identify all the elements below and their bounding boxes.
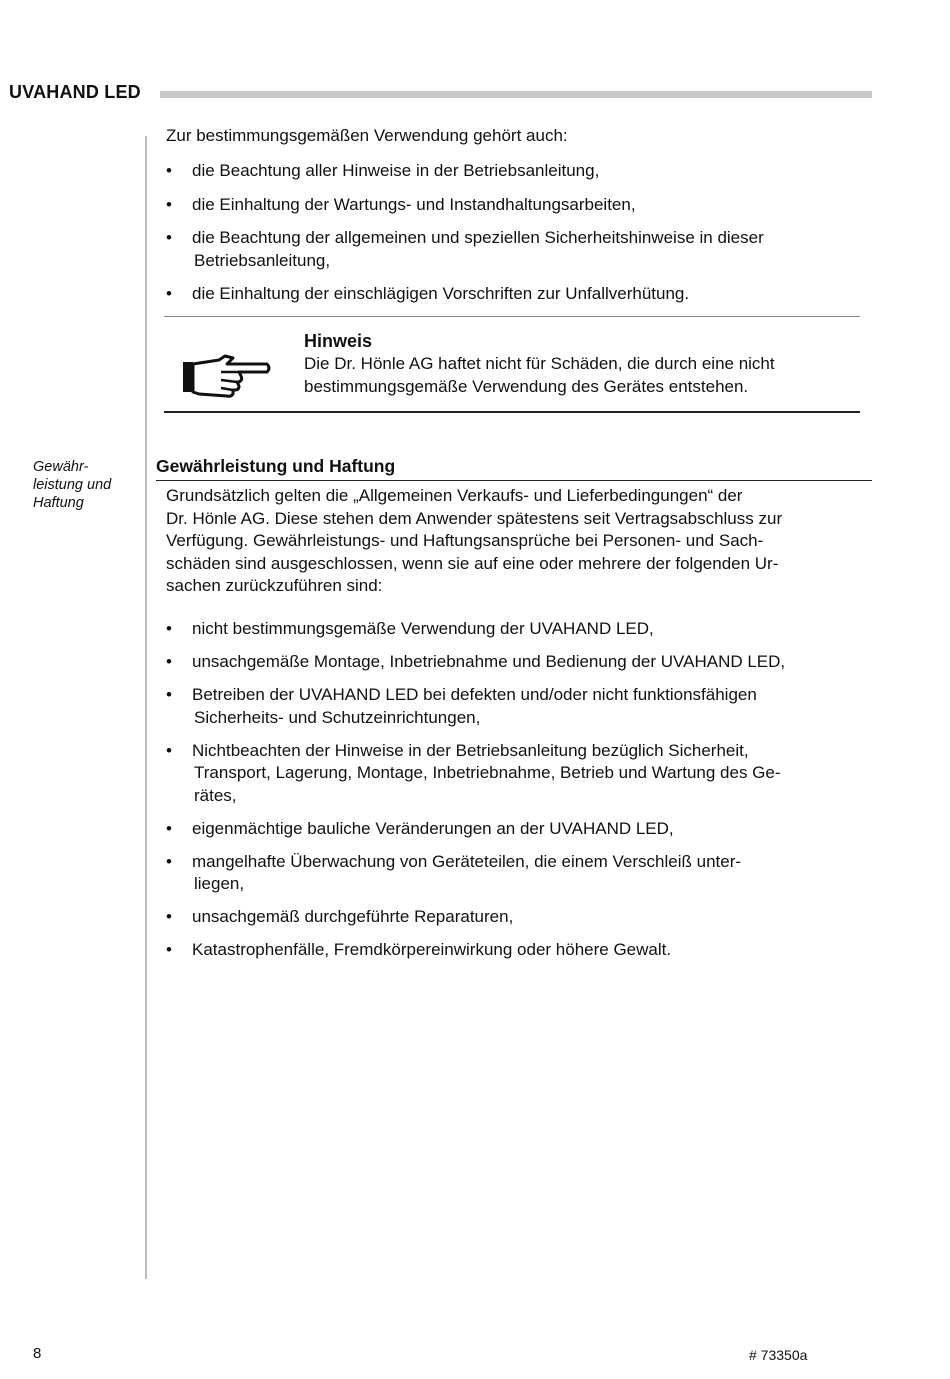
bullet: • [166, 161, 172, 180]
margin-rule [145, 136, 147, 1279]
bullet: • [166, 685, 172, 704]
list-item: • die Einhaltung der Wartungs- und Instandhaltungsarbeiten, [166, 194, 764, 217]
document-number: # 73350a [749, 1347, 808, 1363]
section-rule [156, 480, 872, 481]
bullet: • [166, 619, 172, 638]
header-title: UVAHAND LED [9, 82, 141, 102]
page-number: 8 [33, 1345, 42, 1362]
note-bottom-rule [164, 411, 860, 413]
header-bar [160, 91, 872, 98]
list-item: • mangelhafte Überwachung von Geräteteilen, die einem Verschleiß unter- liegen, [166, 851, 742, 893]
list-item: • unsachgemäße Montage, Inbetriebnahme und Bedienung der UVAHAND LED, [166, 651, 785, 674]
bullet: • [166, 907, 172, 926]
bullet: • [166, 194, 172, 214]
list-item: • Katastrophenfälle, Fremdkörpereinwirkung oder höhere Gewalt. [166, 939, 785, 962]
intro-lead: Zur bestimmungsgemäßen Verwendung gehört auch: [166, 126, 568, 145]
list-item: • nicht bestimmungsgemäße Verwendung der UVAHAND LED, [166, 618, 785, 641]
liability-list [166, 618, 785, 972]
list-item: • die Beachtung aller Hinweise in der Betriebsanleitung, [166, 160, 764, 183]
list-item: • eigenmächtige bauliche Veränderungen an der UVAHAND LED, [166, 818, 785, 841]
bullet: • [166, 652, 172, 671]
bullet: • [166, 851, 172, 871]
note-title: Hinweis [304, 331, 373, 351]
list-item: • die Beachtung der allgemeinen und speziellen Sicherheitshinweise in dieser Betriebsanleitung, [166, 228, 764, 270]
bullet: • [166, 940, 172, 959]
bullet: • [166, 740, 172, 760]
pointing-hand-icon [181, 352, 271, 398]
list-item: • Nichtbeachten der Hinweise in der Betriebsanleitung bezüglich Sicherheit, Transport, Lagerung, Montage, Inbetriebnahme, Betrieb und Wartung des Ge- rätes, [166, 740, 781, 805]
bullet: • [166, 818, 172, 838]
list-item: • unsachgemäß durchgeführte Reparaturen, [166, 906, 785, 929]
note-top-rule [164, 316, 860, 317]
section-paragraph: Grundsätzlich gelten die „Allgemeinen Verkaufs- und Lieferbedingungen“ der Dr. Hönle AG. Diese stehen dem Anwender spätestens seit Vertragsabschluss zur Verfügung. Gewährleistungs- und Haftungsansprüche bei Personen- und Sach- schäden sind ausgeschlossen, wenn sie auf eine oder mehrere der folgenden Ur- sachen zurückzuführen sind: [166, 486, 783, 595]
side-note: Gewähr- leistung und Haftung [33, 459, 112, 511]
intro-list [166, 160, 764, 317]
list-item: • Betreiben der UVAHAND LED bei defekten und/oder nicht funktionsfähigen Sicherheits- und Schutzeinrichtungen, [166, 685, 757, 727]
bullet: • [166, 284, 172, 303]
section-heading: Gewährleistung und Haftung [156, 456, 396, 476]
bullet: • [166, 228, 172, 247]
note-body: Die Dr. Hönle AG haftet nicht für Schäden, die durch eine nicht bestimmungsgemäße Verwendung des Gerätes entstehen. [304, 354, 775, 396]
list-item: • die Einhaltung der einschlägigen Vorschriften zur Unfallverhütung. [166, 283, 764, 306]
